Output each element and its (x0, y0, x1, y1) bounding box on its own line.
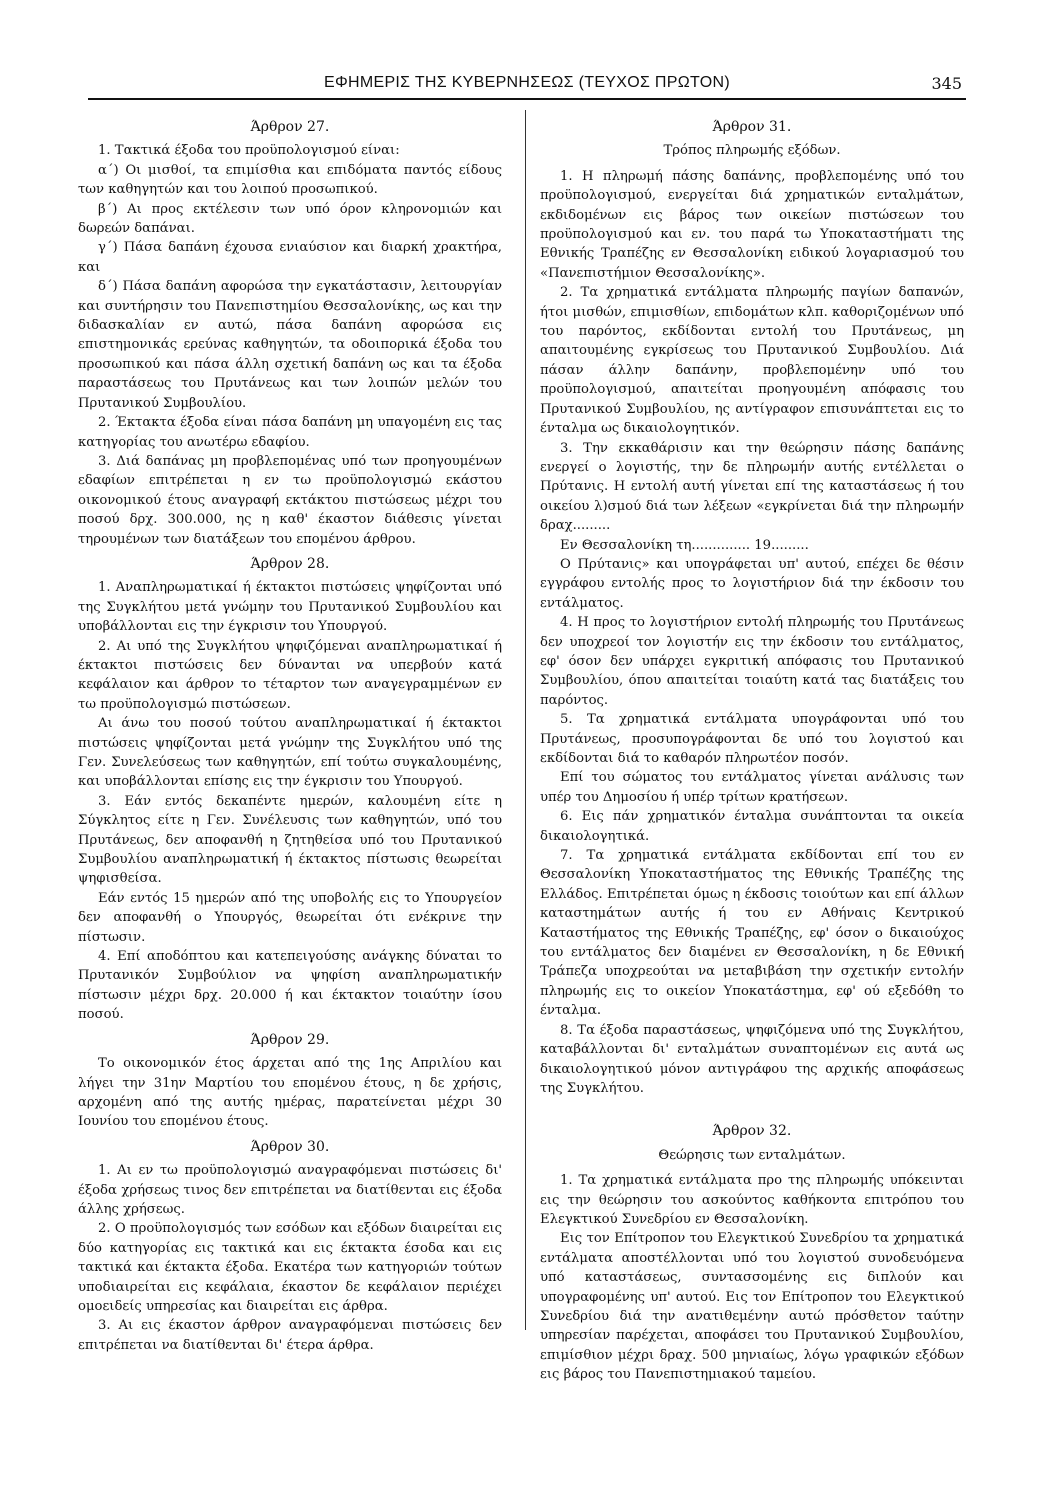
gazette-title: ΕΦΗΜΕΡΙΣ ΤΗΣ ΚΥΒΕΡΝΗΣΕΩΣ (ΤΕΥΧΟΣ ΠΡΩΤΟΝ) (323, 74, 731, 91)
paragraph: α΄) Οι μισθοί, τα επιμίσθια και επιδόματα παντός είδους των καθηγητών και του λοιπού προσωπικού. (78, 162, 502, 198)
paragraph: δ΄) Πάσα δαπάνη αφορώσα την εγκατάστασιν, λειτουργίαν και συντήρησιν του Πανεπιστημίου Θεσσαλονίκης, ως και την διδασκαλίαν εν αυτώ, πάσα δαπάνη αφορώσα εις επιστημονικάς ερεύνας καθηγητών, τα οδοιπορικά έξοδα του προσωπικού και πάσα άλλη σχετική δαπάνη ως και τα έξοδα παραστάσεως του Πρυτάνεως και των λοιπών μελών του Πρυτανικού Συμβουλίου. (78, 279, 502, 411)
article-28-heading: Άρθρον 28. (250, 555, 330, 572)
article-32-subtitle: Θεώρησις των ενταλμάτων. (658, 1147, 846, 1163)
article-32-heading: Άρθρον 32. (712, 1123, 792, 1140)
paragraph: 3. Την εκκαθάρισιν και την θεώρησιν πάσης δαπάνης ενεργεί ο λογιστής, την δε πληρωμήν αυτής εντέλλεται ο Πρύτανις. Η εντολή αυτή γίνεται επί της καταστάσεως ή του οικείου λ)σμού διά των λέξεων «εγκρίνεται διά την πληρωμήν δραχ......... (540, 440, 964, 534)
paragraph: 3. Διά δαπάνας μη προβλεπομένας υπό των προηγουμένων εδαφίων επιτρέπεται η εν τω προϋπολογισμώ εκάστου οικονομικού έτους αναγραφή εκτάκτου πιστώσεως μέχρι του ποσού δρχ. 300.000, ης η καθ' έκαστον διάθεσις γίνεται τηρουμένων των διατάξεων του επομένου άρθρου. (78, 453, 502, 547)
article-31-heading: Άρθρον 31. (712, 119, 792, 135)
article-29-heading: Άρθρον 29. (250, 1031, 330, 1048)
paragraph: 4. Επί αποδόπτου και κατεπειγούσης ανάγκης δύναται το Πρυτανικόν Συμβούλιον να ψηφίση αναπληρωματικήν πίστωσιν μέχρι δρχ. 20.000 ή και έκτακτον τοιαύτην ίσου ποσού. (78, 949, 502, 1023)
paragraph: 3. Αι εις έκαστον άρθρον αναγραφόμεναι πιστώσεις δεν επιτρέπεται να διατίθενται δι' έτερα άρθρα. (78, 1318, 502, 1353)
left-column (78, 112, 502, 1355)
paragraph: γ΄) Πάσα δαπάνη έχουσα ενιαύσιον και διαρκή χρακτήρα, και (78, 240, 502, 275)
paragraph: 2. Ο προϋπολογισμός των εσόδων και εξόδων διαιρείται εις δύο κατηγορίας εις τακτικά και εις έκτακτα έσοδα και εις τακτικά και έκτακτα έξοδα. Εκατέρα των κατηγοριών τούτων υποδιαιρείται εις κεφάλαια, έκαστον δε κεφάλαιον περιέχει ομοειδείς υπηρεσίας και διαιρείται εις άρθρα. (78, 1221, 502, 1314)
page-number: 345 (931, 74, 962, 93)
header-rule (88, 98, 966, 100)
paragraph: 7. Τα χρηματικά εντάλματα εκδίδονται επί του εν Θεσσαλονίκη Υποκαταστήματος της Εθνικής Τραπέζης της Ελλάδος. Επιτρέπεται όμως η έκδοσις τοιούτων και επί άλλων καταστημάτων αυτής ή του εν Αθήναις Κεντρικού Καταστήματος της Εθνικής Τραπέζης, εφ' όσον ο δικαιούχος του εντάλματος δεν διαμένει εν Θεσσαλονίκη, η δε Εθνική Τράπεζα υποχρεούται να μεταβιβάση την σχετικήν εντολήν πληρωμής εις το οικείον Υποκατάστημα, εφ' ού εξεδόθη το ένταλμα. (540, 848, 964, 1019)
paragraph: 1. Αι εν τω προϋπολογισμώ αναγραφόμεναι πιστώσεις δι' έξοδα χρήσεως τινος δεν επιτρέπεται να διατίθενται εις έξοδα άλλης χρήσεως. (78, 1163, 502, 1217)
paragraph: 1. Αναπληρωματικαί ή έκτακτοι πιστώσεις ψηφίζονται υπό της Συγκλήτου μετά γνώμην του Πρυτανικού Συμβουλίου και υποβάλλονται εις την έγκρισιν του Υπουργού. (78, 580, 502, 635)
paragraph: 4. Η προς το λογιστήριον εντολή πληρωμής του Πρυτάνεως δεν υποχρεοί τον λογιστήν εις την έκδοσιν του εντάλματος, εφ' όσον δεν υπάρχει εγκριτική απόφασις του Πρυτανικού Συμβουλίου, όπου απαιτείται τοιαύτη κατά τας διατάξεις του παρόντος. (540, 615, 964, 708)
paragraph: Εν Θεσσαλονίκη τη.............. 19......... (560, 537, 809, 553)
paragraph: 1. Τακτικά έξοδα του προϋπολογισμού είναι: (98, 143, 400, 159)
paragraph: Επί του σώματος του εντάλματος γίνεται ανάλυσις των υπέρ του Δημοσίου ή υπέρ τρίτων κρατήσεων. (540, 770, 964, 805)
paragraph: 2. Αι υπό της Συγκλήτου ψηφιζόμεναι αναπληρωματικαί ή έκτακτοι πιστώσεις δεν δύνανται να υπερβούν κατά κεφάλαιον και άρθρον το τέταρτον των αναγεγραμμένων εν τω προϋπολογισμώ πιστώσεων. (78, 638, 502, 712)
paragraph: Ο Πρύτανις» και υπογράφεται υπ' αυτού, επέχει δε θέσιν εγγράφου εντολής προς το λογιστήριον διά την έκδοσιν του εντάλματος. (540, 556, 964, 611)
paragraph: 6. Εις πάν χρηματικόν ένταλμα συνάπτονται τα οικεία δικαιολογητικά. (540, 809, 964, 844)
paragraph: 5. Τα χρηματικά εντάλματα υπογράφονται υπό του Πρυτάνεως, προσυπογράφονται δε υπό του λογιστού και εκδίδονται διά το καθαρόν πληρωτέον ποσόν. (540, 712, 964, 766)
page-header (88, 72, 966, 100)
spacer (540, 1098, 964, 1116)
column-divider (525, 110, 526, 1330)
paragraph: 1. Τα χρηματικά εντάλματα προ της πληρωμής υπόκεινται εις την θεώρησιν του ασκούντος καθήκοντα επιτρόπου του Ελεγκτικού Συνεδρίου εν Θεσσαλονίκη. (540, 1173, 964, 1227)
paragraph: Εάν εντός 15 ημερών από της υποβολής εις το Υπουργείον δεν αποφανθή ο Υπουργός, θεωρείται ότι ενέκρινε την πίστωσιν. (78, 890, 502, 945)
right-column (540, 112, 964, 1385)
paragraph: 8. Τα έξοδα παραστάσεως, ψηφιζόμενα υπό της Συγκλήτου, καταβάλλονται δι' ενταλμάτων συναπτομένων εις αυτά ως δικαιολογητικού μόνον αντιγράφου της αρχικής αποφάσεως της Συγκλήτου. (540, 1022, 964, 1096)
paragraph: Εις τον Επίτροπον του Ελεγκτικού Συνεδρίου τα χρηματικά εντάλματα αποστέλλονται υπό του λογιστού συνοδευόμενα υπό καταστάσεως, συντασσομένης εις διπλούν και υπογραφομένης υπ' αυτού. Εις τον Επίτροπον του Ελεγκτικού Συνεδρίου διά την ανατιθεμένην αυτώ πρόσθετον ταύτην υπηρεσίαν παρέχεται, αποφάσει του Πρυτανικού Συμβουλίου, επιμίσθιον μέχρι δραχ. 500 μηνιαίως, λόγω γραφικών εξόδων εις βάρος του Πανεπιστημιακού ταμείου. (540, 1231, 964, 1383)
article-30-heading: Άρθρον 30. (250, 1138, 330, 1155)
paragraph: β΄) Αι προς εκτέλεσιν των υπό όρον κληρονομιών και δωρεών δαπάναι. (78, 201, 502, 237)
article-31-subtitle: Τρόπος πληρωμής εξόδων. (663, 143, 841, 159)
paragraph: 2. Έκτακτα έξοδα είναι πάσα δαπάνη μη υπαγομένη εις τας κατηγορίας του ανωτέρω εδαφίου. (78, 415, 502, 450)
article-27-heading: Άρθρον 27. (250, 119, 330, 135)
paragraph: Αι άνω του ποσού τούτου αναπληρωματικαί ή έκτακτοι πιστώσεις ψηφίζονται μετά γνώμην της Συγκλήτου υπό της Γεν. Συνελεύσεως των καθηγητών, επί τούτω συγκαλουμένης, και υποβάλλονται επίσης εις την έγκρισιν του Υπουργού. (78, 716, 502, 790)
paragraph: 3. Εάν εντός δεκαπέντε ημερών, καλουμένη είτε η Σύγκλητος είτε η Γεν. Συνέλευσις των καθηγητών, υπό του Πρυτάνεως, δεν αποφανθή η ζητηθείσα υπό του Πρυτανικού Συμβουλίου αναπληρωματική ή έκτακτος πίστωσις θεωρείται ψηφισθείσα. (78, 793, 502, 887)
paragraph: Το οικονομικόν έτος άρχεται από της 1ης Απριλίου και λήγει την 31ην Μαρτίου του επομένου έτους, η δε χρήσις, αρχομένη από της αυτής ημέρας, παρατείνεται μέχρι 30 Ιουνίου του επομένου έτους. (78, 1056, 502, 1130)
paragraph: 2. Τα χρηματικά εντάλματα πληρωμής παγίων δαπανών, ήτοι μισθών, επιμισθίων, επιδομάτων κλπ. καθοριζομένων υπό του παρόντος, εκδίδονται εντολή του Πρυτάνεως, μη απαιτουμένης εγκρίσεως του Πρυτανικού Συμβουλίου. Διά πάσαν άλλην δαπάνην, προβλεπομένην υπό του προϋπολογισμού, απαιτείται προηγουμένη απόφασις του Πρυτανικού Συμβουλίου, ης αντίγραφον επισυνάπτεται εις το ένταλμα ως δικαιολογητικόν. (540, 285, 964, 437)
paragraph: 1. Η πληρωμή πάσης δαπάνης, προβλεπομένης υπό του προϋπολογισμού, ενεργείται διά χρηματικών ενταλμάτων, εκδιδομένων εις βάρος των οικείων πιστώσεων του προϋπολογισμού και εν. του παρά τω Υποκαταστήματι της Εθνικής Τραπέζης εν Θεσσαλονίκη ειδικού λογαριασμού του «Πανεπιστήμιον Θεσσαλονίκης». (540, 168, 964, 281)
